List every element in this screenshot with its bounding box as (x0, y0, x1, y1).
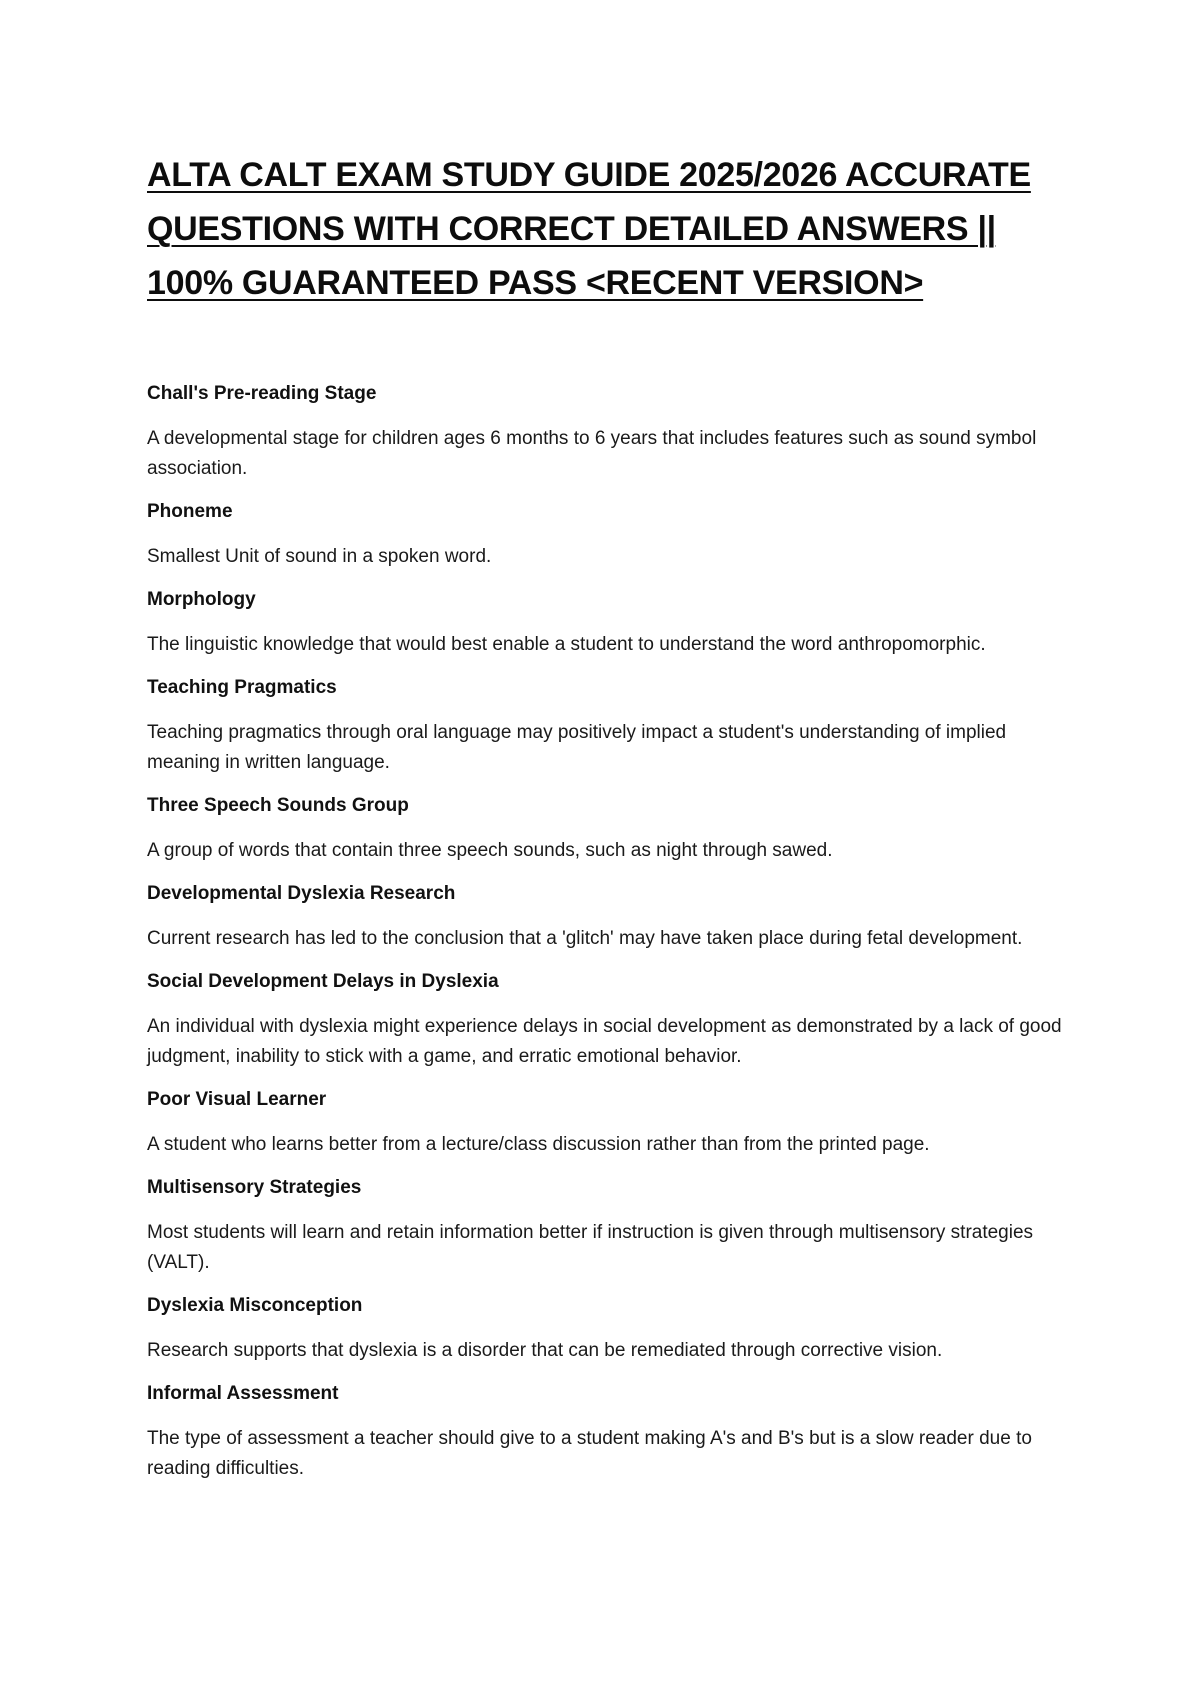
glossary-entry (147, 1380, 1062, 1484)
glossary-entry (147, 792, 1062, 866)
entry-definition: The type of assessment a teacher should give to a student making A's and B's but is a slow reader due to reading difficulties. (147, 1428, 1032, 1479)
entry-term: Morphology (147, 589, 256, 610)
entry-definition: A student who learns better from a lecture/class discussion rather than from the printed page. (147, 1134, 930, 1155)
entry-definition: Research supports that dyslexia is a disorder that can be remediated through corrective vision. (147, 1340, 943, 1361)
document-title: ALTA CALT EXAM STUDY GUIDE 2025/2026 ACCURATE QUESTIONS WITH CORRECT DETAILED ANSWERS || 100% GUARANTEED PASS <RECENT VERSION> (147, 156, 1031, 302)
document-page (147, 148, 1062, 1498)
entry-definition: A developmental stage for children ages 6 months to 6 years that includes features such as sound symbol association. (147, 428, 1037, 479)
entry-term: Teaching Pragmatics (147, 677, 337, 698)
entry-definition: A group of words that contain three speech sounds, such as night through sawed. (147, 840, 833, 861)
glossary-entry (147, 674, 1062, 778)
entry-definition: Smallest Unit of sound in a spoken word. (147, 546, 492, 567)
glossary-entry (147, 498, 1062, 572)
entry-term: Multisensory Strategies (147, 1177, 362, 1198)
entry-term: Poor Visual Learner (147, 1089, 327, 1110)
entry-term: Informal Assessment (147, 1383, 339, 1404)
entry-definition: An individual with dyslexia might experience delays in social development as demonstrated by a lack of good judgment, inability to stick with a game, and erratic emotional behavior. (147, 1016, 1062, 1067)
entry-definition: Teaching pragmatics through oral language may positively impact a student's understanding of implied meaning in written language. (147, 722, 1007, 773)
glossary-entry (147, 968, 1062, 1072)
entry-definition: The linguistic knowledge that would best enable a student to understand the word anthropomorphic. (147, 634, 986, 655)
entry-term: Dyslexia Misconception (147, 1295, 363, 1316)
entry-term: Phoneme (147, 501, 233, 522)
entry-definition: Current research has led to the conclusion that a 'glitch' may have taken place during fetal development. (147, 928, 1023, 949)
entry-term: Social Development Delays in Dyslexia (147, 971, 499, 992)
entry-term: Three Speech Sounds Group (147, 795, 409, 816)
glossary-entry (147, 880, 1062, 954)
entry-definition: Most students will learn and retain information better if instruction is given through multisensory strategies (VALT). (147, 1222, 1034, 1273)
glossary-list (147, 380, 1062, 1484)
entry-term: Developmental Dyslexia Research (147, 883, 456, 904)
glossary-entry (147, 1086, 1062, 1160)
entry-term: Chall's Pre-reading Stage (147, 383, 377, 404)
glossary-entry (147, 1174, 1062, 1278)
glossary-entry (147, 380, 1062, 484)
glossary-entry (147, 586, 1062, 660)
glossary-entry (147, 1292, 1062, 1366)
